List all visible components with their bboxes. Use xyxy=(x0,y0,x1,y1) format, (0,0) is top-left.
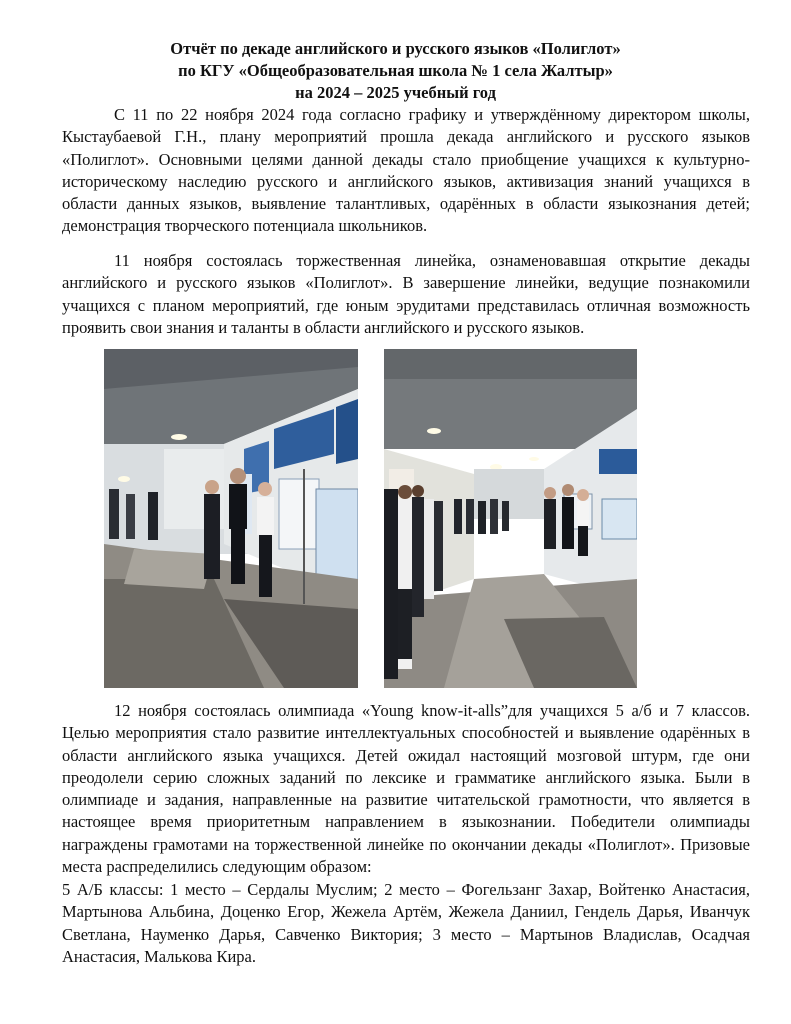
photo-assembly-hall xyxy=(104,349,358,688)
document-title xyxy=(60,38,731,104)
title-line-1: Отчёт по декаде английского и русского языков «Полиглот» xyxy=(170,39,621,58)
title-line-3: на 2024 – 2025 учебный год xyxy=(295,83,496,102)
paragraph-olympiad: 12 ноября состоялась олимпиада «Young know-it-alls”для учащихся 5 а/б и 7 классов. Целью мероприятия стало развитие интеллектуальных способностей и выявление одарённых в области английского языка учащихся. Детей ожидал настоящий мозговой штурм, где они преодолели серию сложных заданий по лексике и грамматике английского языка. Были в олимпиаде и задания, направленные на развитие читательской грамотности, что является в настоящее время приоритетным направлением в языкознании. Победители олимпиады награждены грамотами на торжественной линейке по окончании декады «Полиглот». Призовые места распределились следующим образом: xyxy=(62,701,750,877)
paragraph-winners: 5 А/Б классы: 1 место – Сердалы Муслим; 2 место – Фогельзанг Захар, Войтенко Анастасия, Мартынова Альбина, Доценко Егор, Жежела Артём, Жежела Даниил, Гендель Дарья, Иванчук Светлана, Науменко Дарья, Савченко Виктория; 3 место – Мартынов Владислав, Осадчая Анастасия, Малькова Кира. xyxy=(62,880,750,966)
paragraph-intro: С 11 по 22 ноября 2024 года согласно графику и утверждённому директором школы, Кыстаубаевой Г.Н., плану мероприятий прошла декада английского и русского языков «Полиглот». Основными целями данной декады стало приобщение учащихся к культурно-историческому наследию русского и английского языков, активизация знаний учащихся в области данных языков, выявление талантливых, одарённых в области языкознания детей; демонстрация творческого потенциала школьников. xyxy=(62,105,750,236)
photo-corridor-lineup xyxy=(384,349,637,688)
title-line-2: по КГУ «Общеобразовательная школа № 1 села Жалтыр» xyxy=(178,61,613,80)
paragraph-opening-ceremony: 11 ноября состоялась торжественная линейка, ознаменовавшая открытие декады английского и русского языков «Полиглот». В завершение линейки, ведущие познакомили учащихся с планом мероприятий, где юным эрудитами представилась отличная возможность проявить свои знания и таланты в области английского и русского языков. xyxy=(62,251,750,337)
